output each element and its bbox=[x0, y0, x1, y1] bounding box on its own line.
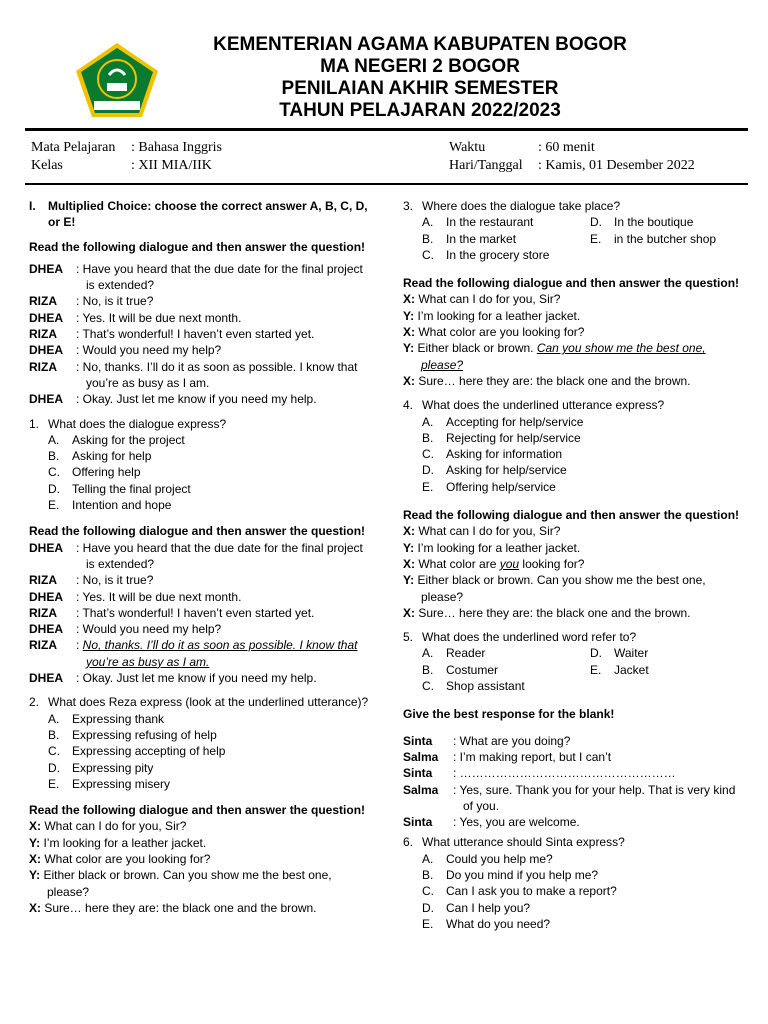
dialogue-instruction: Read the following dialogue and then answer the question! bbox=[29, 524, 366, 539]
header-line-year: TAHUN PELAJARAN 2022/2023 bbox=[279, 100, 561, 121]
option[interactable]: D. Waiter bbox=[590, 646, 649, 661]
info-subject-label: Mata Pelajaran bbox=[31, 140, 116, 155]
info-class-value: : XII MIA/IIK bbox=[131, 158, 212, 173]
option[interactable]: B. Costumer bbox=[422, 662, 499, 677]
dialogue-instruction: Read the following dialogue and then answer the question! bbox=[403, 508, 740, 523]
dialogue-line: DHEA : Would you need my help? bbox=[29, 622, 222, 637]
dialogue-instruction: Read the following dialogue and then answer the question! bbox=[403, 276, 740, 291]
option[interactable]: E. Jacket bbox=[590, 662, 649, 677]
section-title bbox=[29, 198, 374, 231]
option[interactable]: A. Could you help me? bbox=[422, 851, 553, 866]
dialogue-line: Y: I’m looking for a leather jacket. bbox=[403, 540, 581, 555]
dialogue-line: RIZA : No, is it true? bbox=[29, 294, 154, 309]
section-number: I. bbox=[29, 199, 36, 213]
dialogue-line: Salma : I’m making report, but I can’t bbox=[403, 749, 612, 764]
question-6-options bbox=[422, 851, 743, 932]
option[interactable]: C. Offering help bbox=[48, 465, 141, 480]
dialogue-line: X: Sure… here they are: the black one and the brown. bbox=[29, 900, 317, 915]
option[interactable]: A. Expressing thank bbox=[48, 711, 165, 726]
dialogue-line: RIZA : That’s wonderful! I haven’t even started yet. bbox=[29, 327, 315, 342]
dialogue-4 bbox=[403, 291, 743, 389]
dialogue-instruction: Read the following dialogue and then answer the question! bbox=[29, 803, 366, 818]
info-date-label: Hari/Tanggal bbox=[449, 158, 523, 173]
option[interactable]: D. Telling the final project bbox=[48, 481, 191, 496]
question-number: 5. bbox=[403, 630, 414, 645]
dialogue-line: X: What can I do for you, Sir? bbox=[403, 292, 561, 307]
info-time-label: Waktu bbox=[449, 140, 486, 155]
option[interactable]: D. Asking for help/service bbox=[422, 463, 567, 478]
dialogue-line: Y: I’m looking for a leather jacket. bbox=[29, 835, 207, 850]
dialogue-line: DHEA : Okay. Just let me know if you need my help. bbox=[29, 392, 317, 407]
header-line-school: MA NEGERI 2 BOGOR bbox=[320, 56, 520, 77]
dialogue-line: Y: Either black or brown. Can you show me the best one, please? bbox=[403, 573, 706, 604]
option[interactable]: C. Asking for information bbox=[422, 447, 563, 462]
dialogue-line: X: Sure… here they are: the black one and the brown. bbox=[403, 605, 691, 620]
header-line-ministry: KEMENTERIAN AGAMA KABUPATEN BOGOR bbox=[213, 34, 627, 55]
question-text: What does Reza express (look at the underlined utterance)? bbox=[48, 695, 369, 710]
dialogue-1 bbox=[29, 261, 374, 408]
question-number: 6. bbox=[403, 835, 414, 850]
question-number: 3. bbox=[403, 199, 414, 213]
dialogue-line: DHEA : Would you need my help? bbox=[29, 343, 222, 358]
option[interactable]: A. Asking for the project bbox=[48, 432, 185, 447]
question-text: Where does the dialogue take place? bbox=[422, 199, 621, 213]
question-number: 2. bbox=[29, 695, 40, 710]
question-text: What does the dialogue express? bbox=[48, 416, 227, 431]
question-4-options bbox=[422, 414, 743, 495]
question-6 bbox=[403, 834, 743, 850]
dialogue-2 bbox=[29, 540, 374, 687]
dialogue-line: X: What can I do for you, Sir? bbox=[29, 819, 187, 834]
question-number: 4. bbox=[403, 398, 414, 413]
option[interactable]: B. Expressing refusing of help bbox=[48, 727, 217, 742]
question-text: What does the underlined utterance express? bbox=[422, 398, 665, 413]
option[interactable]: E. in the butcher shop bbox=[590, 231, 717, 246]
header-divider-bottom bbox=[25, 183, 748, 185]
dialogue-line: Sinta : Yes, you are welcome. bbox=[403, 815, 580, 830]
option[interactable]: E. Intention and hope bbox=[48, 498, 172, 513]
option[interactable]: B. Do you mind if you help me? bbox=[422, 867, 599, 882]
ministry-logo bbox=[74, 41, 160, 119]
dialogue-line: X: Sure… here they are: the black one and the brown. bbox=[403, 373, 691, 388]
option[interactable]: D. Can I help you? bbox=[422, 900, 531, 915]
option[interactable]: D. In the boutique bbox=[590, 215, 694, 230]
dialogue-line: X: What color are you looking for? bbox=[29, 851, 211, 866]
dialogue-line: DHEA : Yes. It will be due next month. bbox=[29, 589, 242, 604]
dialogue-line: X: What can I do for you, Sir? bbox=[403, 524, 561, 539]
section-instruction: Multiplied Choice: choose the correct answer A, B, C, D, or E! bbox=[48, 199, 368, 230]
header-divider-top bbox=[25, 128, 748, 131]
question-number: 1. bbox=[29, 416, 40, 431]
option[interactable]: C. In the grocery store bbox=[422, 247, 550, 262]
dialogue-line: RIZA : No, thanks. I’ll do it as soon as possible. I know that you’re as busy as I am. bbox=[29, 638, 358, 669]
dialogue-6 bbox=[403, 733, 743, 831]
dialogue-line: DHEA : Have you heard that the due date for the final project is extended? bbox=[29, 261, 363, 293]
dialogue-line: RIZA : That’s wonderful! I haven’t even started yet. bbox=[29, 605, 315, 620]
info-date-value: : Kamis, 01 Desember 2022 bbox=[538, 158, 695, 173]
option[interactable]: E. Offering help/service bbox=[422, 479, 556, 494]
left-column bbox=[29, 198, 374, 916]
question-2-options bbox=[48, 711, 374, 792]
dialogue-line: Y: Either black or brown. Can you show me the best one, please? bbox=[403, 341, 706, 372]
option[interactable]: C. Expressing accepting of help bbox=[48, 744, 226, 759]
dialogue-line: Salma : Yes, sure. Thank you for your help. That is very kind of you. bbox=[403, 782, 736, 813]
question-5-options bbox=[422, 645, 743, 694]
option[interactable]: C. Shop assistant bbox=[422, 679, 525, 694]
option[interactable]: A. Reader bbox=[422, 646, 486, 661]
option[interactable]: B. In the market bbox=[422, 231, 517, 246]
dialogue-line: DHEA : Yes. It will be due next month. bbox=[29, 310, 242, 325]
header-line-exam: PENILAIAN AKHIR SEMESTER bbox=[281, 78, 559, 99]
underlined-utterance: Can you show me the best one, please? bbox=[421, 341, 706, 372]
question-1-options bbox=[48, 432, 374, 513]
question-2 bbox=[29, 694, 374, 710]
blank-instruction: Give the best response for the blank! bbox=[403, 707, 615, 722]
option[interactable]: E. What do you need? bbox=[422, 916, 551, 931]
dialogue-line: X: What color are you looking for? bbox=[403, 325, 585, 340]
dialogue-line: DHEA : Have you heard that the due date for the final project is extended? bbox=[29, 540, 363, 571]
option[interactable]: C. Can I ask you to make a report? bbox=[422, 884, 617, 899]
question-text: What does the underlined word refer to? bbox=[422, 630, 637, 645]
dialogue-line: X: What color are you looking for? bbox=[403, 556, 585, 571]
question-text: What utterance should Sinta express? bbox=[422, 835, 625, 850]
option[interactable]: A. In the restaurant bbox=[422, 215, 534, 230]
dialogue-instruction: Read the following dialogue and then answer the question! bbox=[29, 239, 366, 254]
dialogue-line: Y: I’m looking for a leather jacket. bbox=[403, 308, 581, 323]
exam-header bbox=[170, 34, 670, 122]
dialogue-line: RIZA : No, thanks. I’ll do it as soon as possible. I know that you’re as busy as I am. bbox=[29, 359, 358, 390]
option[interactable]: B. Asking for help bbox=[48, 449, 152, 464]
option[interactable]: A. Accepting for help/service bbox=[422, 414, 584, 429]
dialogue-line: DHEA : Okay. Just let me know if you need my help. bbox=[29, 671, 317, 686]
option[interactable]: D. Expressing pity bbox=[48, 760, 154, 775]
underlined-utterance: No, thanks. I’ll do it as soon as possible. I know that you’re as busy as I am. bbox=[82, 638, 358, 669]
option[interactable]: B. Rejecting for help/service bbox=[422, 430, 581, 445]
info-subject-value: : Bahasa Inggris bbox=[131, 140, 222, 155]
info-class-label: Kelas bbox=[31, 158, 63, 173]
dialogue-5 bbox=[403, 523, 743, 621]
underlined-word: you bbox=[499, 556, 520, 571]
option[interactable]: E. Expressing misery bbox=[48, 776, 171, 791]
dialogue-line: Sinta : ……………………………………………… bbox=[403, 766, 676, 781]
question-4 bbox=[403, 397, 743, 413]
question-3-options bbox=[422, 214, 743, 263]
dialogue-line: RIZA : No, is it true? bbox=[29, 573, 154, 588]
dialogue-line: Sinta : What are you doing? bbox=[403, 733, 571, 748]
question-1 bbox=[29, 416, 374, 432]
info-time-value: : 60 menit bbox=[538, 140, 595, 155]
question-5 bbox=[403, 629, 743, 645]
dialogue-3 bbox=[29, 818, 374, 916]
right-column bbox=[403, 198, 743, 932]
dialogue-line: Y: Either black or brown. Can you show me the best one, please? bbox=[29, 868, 332, 899]
question-3 bbox=[403, 198, 743, 214]
